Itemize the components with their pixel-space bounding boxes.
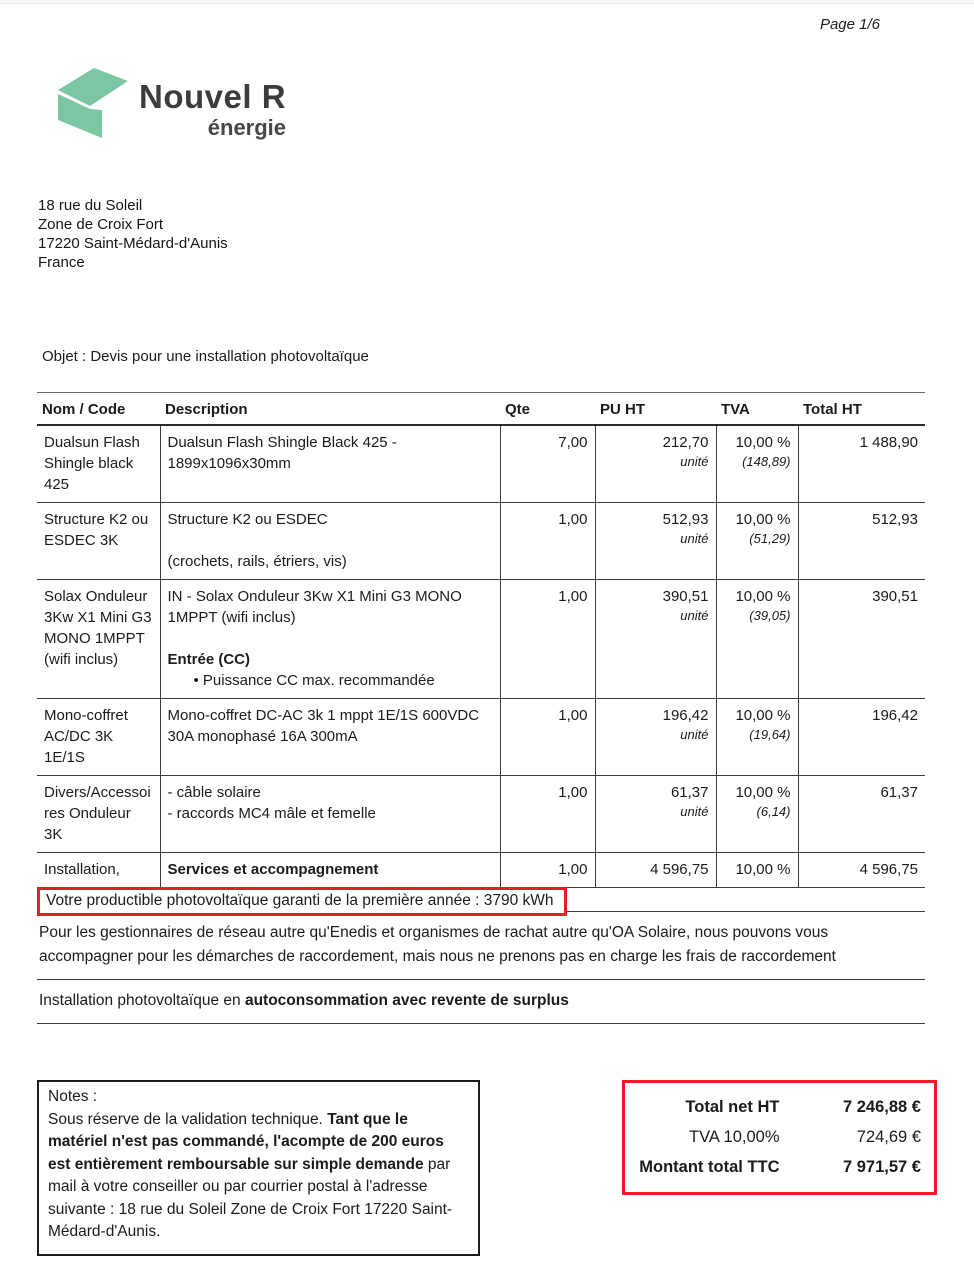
bottom-section [37, 1080, 937, 1268]
item-cell [798, 699, 925, 776]
item-description [160, 425, 500, 503]
item-vat-rate: 10,00 % [735, 434, 791, 451]
notes-segment: Tant que le matériel n'est pas commandé, l'acompte de 200 euros est entièrement remboursable sur simple demande [48, 1110, 444, 1173]
address-line: Zone de Croix Fort [38, 216, 164, 233]
item-qty: 1,00 [558, 588, 588, 605]
total-value: 7 246,88 € [843, 1098, 921, 1116]
table-row [37, 853, 925, 888]
productible-guarantee-highlight: Votre productible photovoltaïque garanti de la première année : 3790 kWh [37, 887, 567, 916]
item-total: 512,93 [872, 511, 918, 528]
item-unit-label: unité [680, 531, 709, 546]
item-cell [500, 425, 595, 503]
item-vat-rate: 10,00 % [735, 588, 791, 605]
productible-banner-row [37, 888, 925, 912]
table-row [37, 503, 925, 580]
item-cell [595, 776, 716, 853]
item-unit-price: 61,37 [670, 784, 709, 801]
item-name: Solax Onduleur 3Kw X1 Mini G3 MONO 1MPPT (wifi inclus) [37, 580, 160, 699]
table-row [37, 425, 925, 503]
item-cell [595, 853, 716, 888]
item-qty: 1,00 [558, 511, 588, 528]
totals-box [622, 1080, 937, 1195]
item-cell [595, 580, 716, 699]
item-description [160, 699, 500, 776]
description-line: Services et accompagnement [167, 861, 379, 878]
item-vat-amount: (6,14) [756, 804, 791, 819]
item-cell [500, 503, 595, 580]
total-value: 7 971,57 € [843, 1158, 921, 1176]
item-cell [500, 853, 595, 888]
column-header: TVA [716, 393, 798, 426]
item-name: Structure K2 ou ESDEC 3K [37, 503, 160, 580]
notes-box [37, 1080, 480, 1256]
description-line: - raccords MC4 mâle et femelle [167, 805, 376, 822]
total-row [638, 1122, 921, 1152]
item-qty: 1,00 [558, 784, 588, 801]
item-total: 61,37 [880, 784, 918, 801]
description-line: - câble solaire [167, 784, 261, 801]
item-cell [716, 699, 798, 776]
item-unit-price: 196,42 [662, 707, 709, 724]
item-qty: 7,00 [558, 434, 588, 451]
item-cell [500, 580, 595, 699]
logo-cube-icon [57, 64, 129, 140]
item-total: 390,51 [872, 588, 918, 605]
address-line: 18 rue du Soleil [38, 197, 143, 214]
item-cell [716, 503, 798, 580]
grid-operator-notice: Pour les gestionnaires de réseau autre qu'Enedis et organismes de rachat autre qu'OA Solaire, nous pouvons vous accompagner pour les démarches de raccordement, mais nous ne prenons pas en charge les frais de raccordement [37, 912, 925, 980]
column-header: Nom / Code [37, 393, 160, 426]
installation-type-line [37, 980, 925, 1024]
item-total: 196,42 [872, 707, 918, 724]
description-line: IN - Solax Onduleur 3Kw X1 Mini G3 MONO 1MPPT (wifi inclus) [167, 588, 462, 626]
description-line: Dualsun Flash Shingle Black 425 - 1899x1096x30mm [167, 434, 397, 472]
description-line: (crochets, rails, étriers, vis) [167, 553, 347, 570]
item-cell [595, 503, 716, 580]
description-line: Mono-coffret DC-AC 3k 1 mppt 1E/1S 600VDC 30A monophasé 16A 300mA [167, 707, 480, 745]
item-cell [595, 425, 716, 503]
item-name: Divers/Accessoires Onduleur 3K [37, 776, 160, 853]
column-header: PU HT [595, 393, 716, 426]
item-vat-rate: 10,00 % [735, 861, 791, 878]
item-vat-amount: (39,05) [749, 608, 791, 623]
address-line: 17220 Saint-Médard-d'Aunis [38, 235, 228, 252]
page-number: Page 1/6 [819, 16, 880, 33]
item-unit-price: 390,51 [662, 588, 709, 605]
item-vat-amount: (19,64) [749, 727, 791, 742]
line-items-table [37, 392, 925, 888]
item-cell [595, 699, 716, 776]
item-unit-price: 4 596,75 [650, 861, 709, 878]
total-label: TVA 10,00% [688, 1128, 780, 1146]
column-header: Total HT [798, 393, 925, 426]
item-cell [798, 853, 925, 888]
totals-rows [638, 1092, 921, 1182]
item-cell [798, 425, 925, 503]
item-cell [716, 580, 798, 699]
item-total: 4 596,75 [859, 861, 918, 878]
notes-title: Notes : [48, 1088, 98, 1105]
table-row [37, 580, 925, 699]
notes-text [48, 1109, 467, 1244]
page-top-edge [0, 0, 974, 4]
item-cell [716, 776, 798, 853]
item-qty: 1,00 [558, 707, 588, 724]
item-cell [500, 776, 595, 853]
item-description [160, 776, 500, 853]
item-unit-price: 512,93 [662, 511, 709, 528]
item-vat-rate: 10,00 % [735, 511, 791, 528]
total-row [638, 1092, 921, 1122]
item-unit-label: unité [680, 454, 709, 469]
table-header-row [37, 393, 925, 426]
company-address [38, 196, 974, 272]
logo-text [139, 80, 286, 141]
item-vat-rate: 10,00 % [735, 707, 791, 724]
description-line: Structure K2 ou ESDEC [167, 511, 328, 528]
item-qty: 1,00 [558, 861, 588, 878]
quote-subject: Objet : Devis pour une installation photovoltaïque [42, 348, 369, 365]
item-cell [798, 503, 925, 580]
total-label: Montant total TTC [639, 1158, 780, 1176]
installation-type-prefix: Installation photovoltaïque en [39, 992, 245, 1009]
logo-brand-name: Nouvel R [139, 78, 287, 115]
description-line [168, 530, 493, 551]
table-row [37, 776, 925, 853]
item-name: Installation, [37, 853, 160, 888]
item-unit-label: unité [680, 608, 709, 623]
item-unit-price: 212,70 [662, 434, 709, 451]
column-header: Description [160, 393, 500, 426]
total-row [638, 1152, 921, 1182]
line-items-body [37, 425, 925, 888]
company-logo [57, 64, 974, 164]
description-line [168, 628, 493, 649]
logo-tagline: énergie [207, 115, 287, 140]
description-line: Entrée (CC) [167, 651, 251, 668]
item-cell [798, 580, 925, 699]
item-cell [500, 699, 595, 776]
item-vat-rate: 10,00 % [735, 784, 791, 801]
notes-segment: par mail à votre conseiller ou par courrier postal à l'adresse suivante : 18 rue du Soleil Zone de Croix Fort 17220 Saint-Médard-d'Aunis. [48, 1155, 453, 1240]
column-header: Qte [500, 393, 595, 426]
description-line: • Puissance CC max. recommandée [168, 670, 493, 691]
item-description [160, 853, 500, 888]
table-row [37, 699, 925, 776]
item-unit-label: unité [680, 804, 709, 819]
item-unit-label: unité [680, 727, 709, 742]
total-label: Total net HT [685, 1098, 780, 1116]
installation-type-bold: autoconsommation avec revente de surplus [244, 992, 569, 1009]
item-name: Mono-coffret AC/DC 3K 1E/1S [37, 699, 160, 776]
item-description [160, 503, 500, 580]
total-value: 724,69 € [856, 1128, 921, 1146]
item-cell [716, 425, 798, 503]
item-name: Dualsun Flash Shingle black 425 [37, 425, 160, 503]
item-cell [798, 776, 925, 853]
item-vat-amount: (51,29) [749, 531, 791, 546]
notes-segment: Sous réserve de la validation technique. [48, 1110, 328, 1128]
item-vat-amount: (148,89) [742, 454, 791, 469]
address-line: France [38, 254, 85, 271]
item-cell [716, 853, 798, 888]
item-total: 1 488,90 [859, 434, 918, 451]
item-description [160, 580, 500, 699]
